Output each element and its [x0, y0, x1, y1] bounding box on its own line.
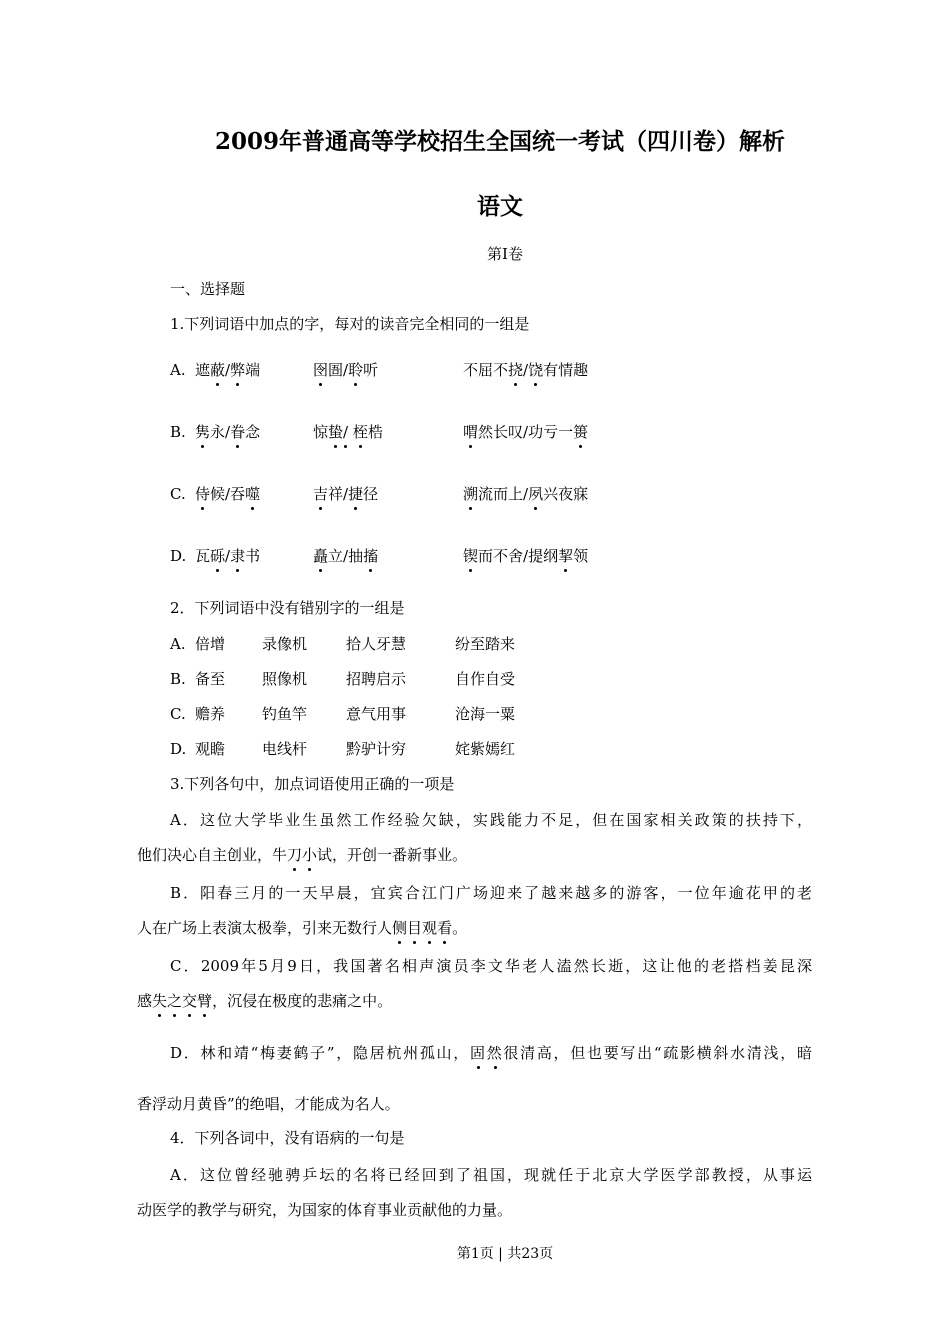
emphasized-char: 捷	[348, 485, 364, 503]
emphasized-char: 臂	[197, 992, 213, 1010]
q1-option-word	[463, 484, 588, 504]
emphasized-char: 锲	[463, 547, 479, 565]
q2-option-word: 录像机	[262, 635, 308, 653]
text-segment: 遮	[195, 361, 211, 379]
text-segment: 端	[245, 361, 261, 379]
emphasized-char: 囹	[313, 361, 329, 379]
emphasized-char: 之	[167, 992, 183, 1010]
text-segment: 不屈不	[463, 361, 509, 379]
emphasized-char: 然	[486, 1044, 504, 1062]
q4-option-a-line: A．这位曾经驰骋乒坛的名将已经回到了祖国，现就任于北京大学医学部教授，从事运	[170, 1166, 812, 1184]
emphasized-char: 桎	[352, 423, 368, 441]
text-segment: 听	[363, 361, 379, 379]
volume-heading: 第Ⅰ卷	[487, 245, 523, 263]
text-segment: 念	[245, 423, 261, 441]
q2-option-word: 赡养	[195, 705, 226, 723]
page-footer: 第1页 | 共23页	[456, 1246, 554, 1262]
q3-option-line	[137, 918, 467, 938]
q3-option-line	[137, 883, 812, 903]
q2-option-word: 沧海一粟	[455, 705, 516, 723]
text-segment: ，沉侵在极度的悲痛之中。	[212, 992, 393, 1010]
q1-option-label: A.	[170, 361, 186, 379]
q2-option-word: 备至	[195, 670, 226, 688]
emphasized-char: 刀	[287, 846, 303, 864]
text-segment: C．2009年5月9日，我国著名相声演员李文华老人溘然长逝，这让他的老搭档姜昆深	[170, 957, 812, 975]
emphasized-char: 小	[302, 846, 318, 864]
text-segment: 试，开创一番新事业。	[317, 846, 468, 864]
text-segment: 瓦	[195, 547, 211, 565]
text-segment: 惊	[313, 423, 329, 441]
text-segment: 流而上/	[478, 485, 529, 503]
emphasized-char: 弊	[230, 361, 246, 379]
text-segment: A．这位大学毕业生虽然工作经验欠缺，实践能力不足，但在国家相关政策的扶持下，	[170, 811, 812, 829]
text-segment: 径	[363, 485, 379, 503]
text-segment: 然长叹/功亏一	[478, 423, 574, 441]
text-segment: 而不舍/提纲	[478, 547, 559, 565]
q2-option-word: 倍增	[195, 635, 226, 653]
text-segment: /	[225, 361, 231, 379]
q1-option-word	[195, 422, 260, 442]
q1-option-word	[463, 546, 588, 566]
q2-option-word: 姹紫嫣红	[455, 740, 516, 758]
emphasized-char: 吉	[313, 485, 329, 503]
q3-option-line	[137, 845, 467, 865]
text-segment: 圄/	[328, 361, 349, 379]
q3-option-line	[137, 956, 812, 976]
text-segment: 候/吞	[210, 485, 246, 503]
q1-option-label: B.	[170, 423, 186, 441]
text-segment: 人在广场上表演太极拳，引来无数行人	[137, 919, 393, 937]
emphasized-char: 侧	[392, 919, 408, 937]
emphasized-char: 溯	[463, 485, 479, 503]
q4-stem: 4．下列各词中，没有语病的一句是	[170, 1129, 405, 1147]
q2-option-word: 拾人牙慧	[346, 635, 407, 653]
text-segment: 。	[452, 919, 468, 937]
q1-option-word	[195, 546, 260, 566]
q2-option-label: B.	[170, 670, 186, 688]
q2-stem: 2．下列词语中没有错别字的一组是	[170, 599, 405, 617]
emphasized-char: 挈	[558, 547, 574, 565]
emphasized-char: 搐	[363, 547, 379, 565]
q2-option-label: A.	[170, 635, 186, 653]
text-segment: B．阳春三月的一天早晨，宜宾合江门广场迎来了越来越多的游客，一位年逾花甲的老	[170, 884, 812, 902]
emphasized-char: 饶	[528, 361, 544, 379]
q3-option-line	[137, 1094, 400, 1114]
q1-option-label: C.	[170, 485, 186, 503]
emphasized-char: 目	[407, 919, 423, 937]
q1-option-word	[313, 422, 383, 442]
subject-heading: 语文	[477, 193, 523, 220]
q3-option-line	[137, 991, 392, 1011]
emphasized-char: 挠	[508, 361, 524, 379]
text-segment: /	[523, 361, 529, 379]
emphasized-char: 侍	[195, 485, 211, 503]
text-segment: 领	[573, 547, 589, 565]
emphasized-char: 篑	[573, 423, 589, 441]
emphasized-char: 眷	[230, 423, 246, 441]
q1-option-word	[195, 484, 260, 504]
q1-option-word	[313, 484, 378, 504]
q2-option-word: 招聘启示	[346, 670, 407, 688]
emphasized-char: 固	[469, 1044, 487, 1062]
emphasized-char: 蛰	[328, 423, 344, 441]
text-segment: 永/	[210, 423, 231, 441]
text-segment: 有情趣	[543, 361, 589, 379]
q1-option-word	[463, 360, 588, 380]
q1-option-word	[313, 546, 378, 566]
emphasized-char: 聆	[348, 361, 364, 379]
q1-stem: 1.下列词语中加点的字，每对的读音完全相同的一组是	[170, 315, 530, 333]
q1-option-label: D.	[170, 547, 187, 565]
emphasized-char: 喟	[463, 423, 479, 441]
text-segment: 书	[245, 547, 261, 565]
q2-option-word: 自作自受	[455, 670, 516, 688]
q2-option-word: 电线杆	[262, 740, 308, 758]
q3-option-line	[137, 810, 812, 830]
emphasized-char: 噬	[245, 485, 261, 503]
emphasized-char: 观	[422, 919, 438, 937]
text-segment: 梏	[367, 423, 383, 441]
q2-option-word: 黔驴计穷	[346, 740, 407, 758]
q3-option-line	[137, 1043, 812, 1063]
emphasized-char: 蔽	[210, 361, 226, 379]
emphasized-char: 隽	[195, 423, 211, 441]
section-heading: 一、选择题	[170, 280, 246, 298]
document-title: 2009年普通高等学校招生全国统一考试（四川卷）解析	[214, 128, 785, 155]
emphasized-char: 砾	[210, 547, 226, 565]
emphasized-char: 夙	[528, 485, 544, 503]
emphasized-char: 隶	[230, 547, 246, 565]
q1-option-word	[195, 360, 260, 380]
q2-option-word: 钓鱼竿	[262, 705, 308, 723]
q1-option-word	[463, 422, 588, 442]
text-segment: 他们决心自主创业，牛	[137, 846, 288, 864]
q2-option-word: 观瞻	[195, 740, 226, 758]
text-segment: /	[225, 547, 231, 565]
emphasized-char: 交	[182, 992, 198, 1010]
emphasized-char: /	[343, 423, 349, 441]
q1-option-word	[313, 360, 378, 380]
emphasized-char: 失	[152, 992, 168, 1010]
q2-option-label: D.	[170, 740, 187, 758]
q2-option-word: 纷至踏来	[455, 635, 516, 653]
q2-option-label: C.	[170, 705, 186, 723]
text-segment: 立/抽	[328, 547, 364, 565]
text-segment: 兴夜寐	[543, 485, 589, 503]
text-segment: 很清高，但也要写出“疏影横斜水清浅，暗	[503, 1044, 812, 1062]
text-segment: 祥/	[328, 485, 349, 503]
emphasized-char: 看	[437, 919, 453, 937]
q2-option-word: 意气用事	[346, 705, 407, 723]
q2-option-word: 照像机	[262, 670, 308, 688]
text-segment: 感	[137, 992, 153, 1010]
text-segment: D．林和靖“梅妻鹤子”，隐居杭州孤山，	[170, 1044, 470, 1062]
q4-option-a-line: 动医学的教学与研究，为国家的体育事业贡献他的力量。	[137, 1201, 513, 1219]
emphasized-char: 矗	[313, 547, 329, 565]
q3-stem: 3.下列各句中，加点词语使用正确的一项是	[170, 775, 455, 793]
text-segment: 香浮动月黄昏”的绝唱，才能成为名人。	[137, 1095, 400, 1113]
